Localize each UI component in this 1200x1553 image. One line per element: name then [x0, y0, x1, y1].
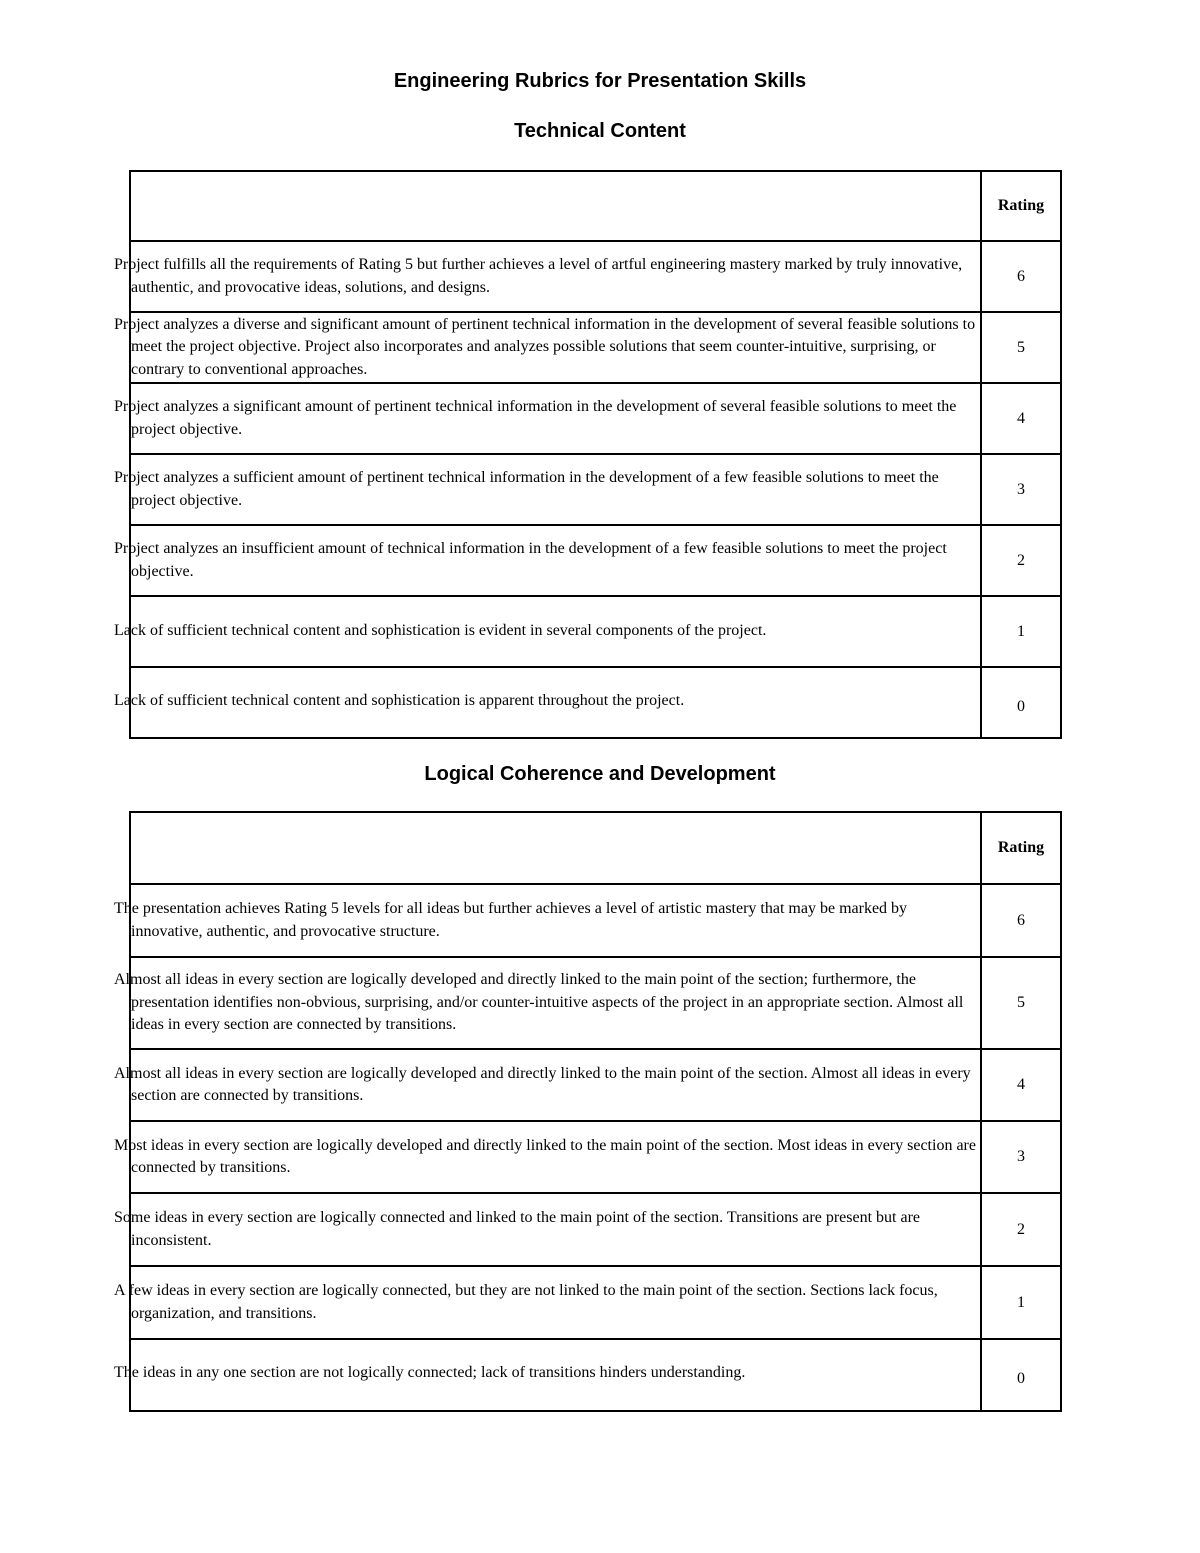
table-row: [130, 312, 1061, 383]
rubric-description: Project fulfills all the requirements of Rating 5 but further achieves a level of artful engineering mastery marked by truly innovative, authentic, and provocative ideas, solutions, and designs.: [130, 241, 981, 312]
rubric-description: Lack of sufficient technical content and sophistication is evident in several components of the project.: [130, 596, 981, 667]
rubric-rating: 0: [981, 1339, 1061, 1411]
rubric-rating: 4: [981, 1049, 1061, 1121]
rubric-description: Project analyzes a significant amount of pertinent technical information in the development of several feasible solutions to meet the project objective.: [130, 383, 981, 454]
rubric-table-logical-coherence: [114, 811, 1062, 1412]
rubric-description: Almost all ideas in every section are logically developed and directly linked to the main point of the section. Almost all ideas in every section are connected by transitions.: [130, 1049, 981, 1121]
rubric-description: A few ideas in every section are logically connected, but they are not linked to the main point of the section. Sections lack focus, organization, and transitions.: [130, 1266, 981, 1339]
table-row: [130, 454, 1061, 525]
rubric-rating: 3: [981, 1121, 1061, 1193]
rating-header: Rating: [981, 812, 1061, 884]
rubric-description: Project analyzes an insufficient amount of technical information in the development of a few feasible solutions to meet the project objective.: [130, 525, 981, 596]
rubric-rating: 5: [981, 957, 1061, 1049]
table-row: [130, 241, 1061, 312]
rubric-table-technical-content: [114, 170, 1062, 739]
table-row: [130, 525, 1061, 596]
rubric-description: Most ideas in every section are logically developed and directly linked to the main point of the section. Most ideas in every section are connected by transitions.: [130, 1121, 981, 1193]
description-header-cell: [130, 812, 981, 884]
section-title-logical-coherence: Logical Coherence and Development: [424, 763, 776, 785]
rubric-description: Project analyzes a sufficient amount of pertinent technical information in the development of a few feasible solutions to meet the project objective.: [130, 454, 981, 525]
rubric-rating: 3: [981, 454, 1061, 525]
table-row: [130, 957, 1061, 1049]
table-row: [130, 1121, 1061, 1193]
rubric-rating: 0: [981, 667, 1061, 738]
table-row: [130, 884, 1061, 957]
rubric-rating: 2: [981, 525, 1061, 596]
table-row: [130, 383, 1061, 454]
table-row: [130, 667, 1061, 738]
table-row: [130, 596, 1061, 667]
rating-header: Rating: [981, 171, 1061, 241]
rubric-rating: 6: [981, 884, 1061, 957]
rubric-rating: 1: [981, 596, 1061, 667]
description-header-cell: [130, 171, 981, 241]
rubric-description: Some ideas in every section are logically connected and linked to the main point of the section. Transitions are present but are inconsistent.: [130, 1193, 981, 1266]
rubric-rating: 6: [981, 241, 1061, 312]
table-row: [130, 1266, 1061, 1339]
rubric-description: Almost all ideas in every section are logically developed and directly linked to the main point of the section; furthermore, the presentation identifies non-obvious, surprising, and/or counter-intuitive aspects of the project in an appropriate section. Almost all ideas in every section are connected by transitions.: [130, 957, 981, 1049]
rubric-description: Lack of sufficient technical content and sophistication is apparent throughout the project.: [130, 667, 981, 738]
document-title: Engineering Rubrics for Presentation Skills: [393, 70, 807, 92]
section-title-technical-content: Technical Content: [514, 120, 686, 142]
table-header-row: [130, 171, 1061, 241]
rubric-rating: 4: [981, 383, 1061, 454]
rubric-rating: 5: [981, 312, 1061, 383]
rubric-description: The ideas in any one section are not logically connected; lack of transitions hinders understanding.: [130, 1339, 981, 1411]
table-row: [130, 1049, 1061, 1121]
rubric-rating: 2: [981, 1193, 1061, 1266]
table-row: [130, 1339, 1061, 1411]
table-header-row: [130, 812, 1061, 884]
table-row: [130, 1193, 1061, 1266]
rubric-description: Project analyzes a diverse and significant amount of pertinent technical information in the development of several feasible solutions to meet the project objective. Project also incorporates and analyzes possible solutions that seem counter-intuitive, surprising, or contrary to conventional approaches.: [130, 312, 981, 383]
rubric-description: The presentation achieves Rating 5 levels for all ideas but further achieves a level of artistic mastery that may be marked by innovative, authentic, and provocative structure.: [130, 884, 981, 957]
rubric-rating: 1: [981, 1266, 1061, 1339]
